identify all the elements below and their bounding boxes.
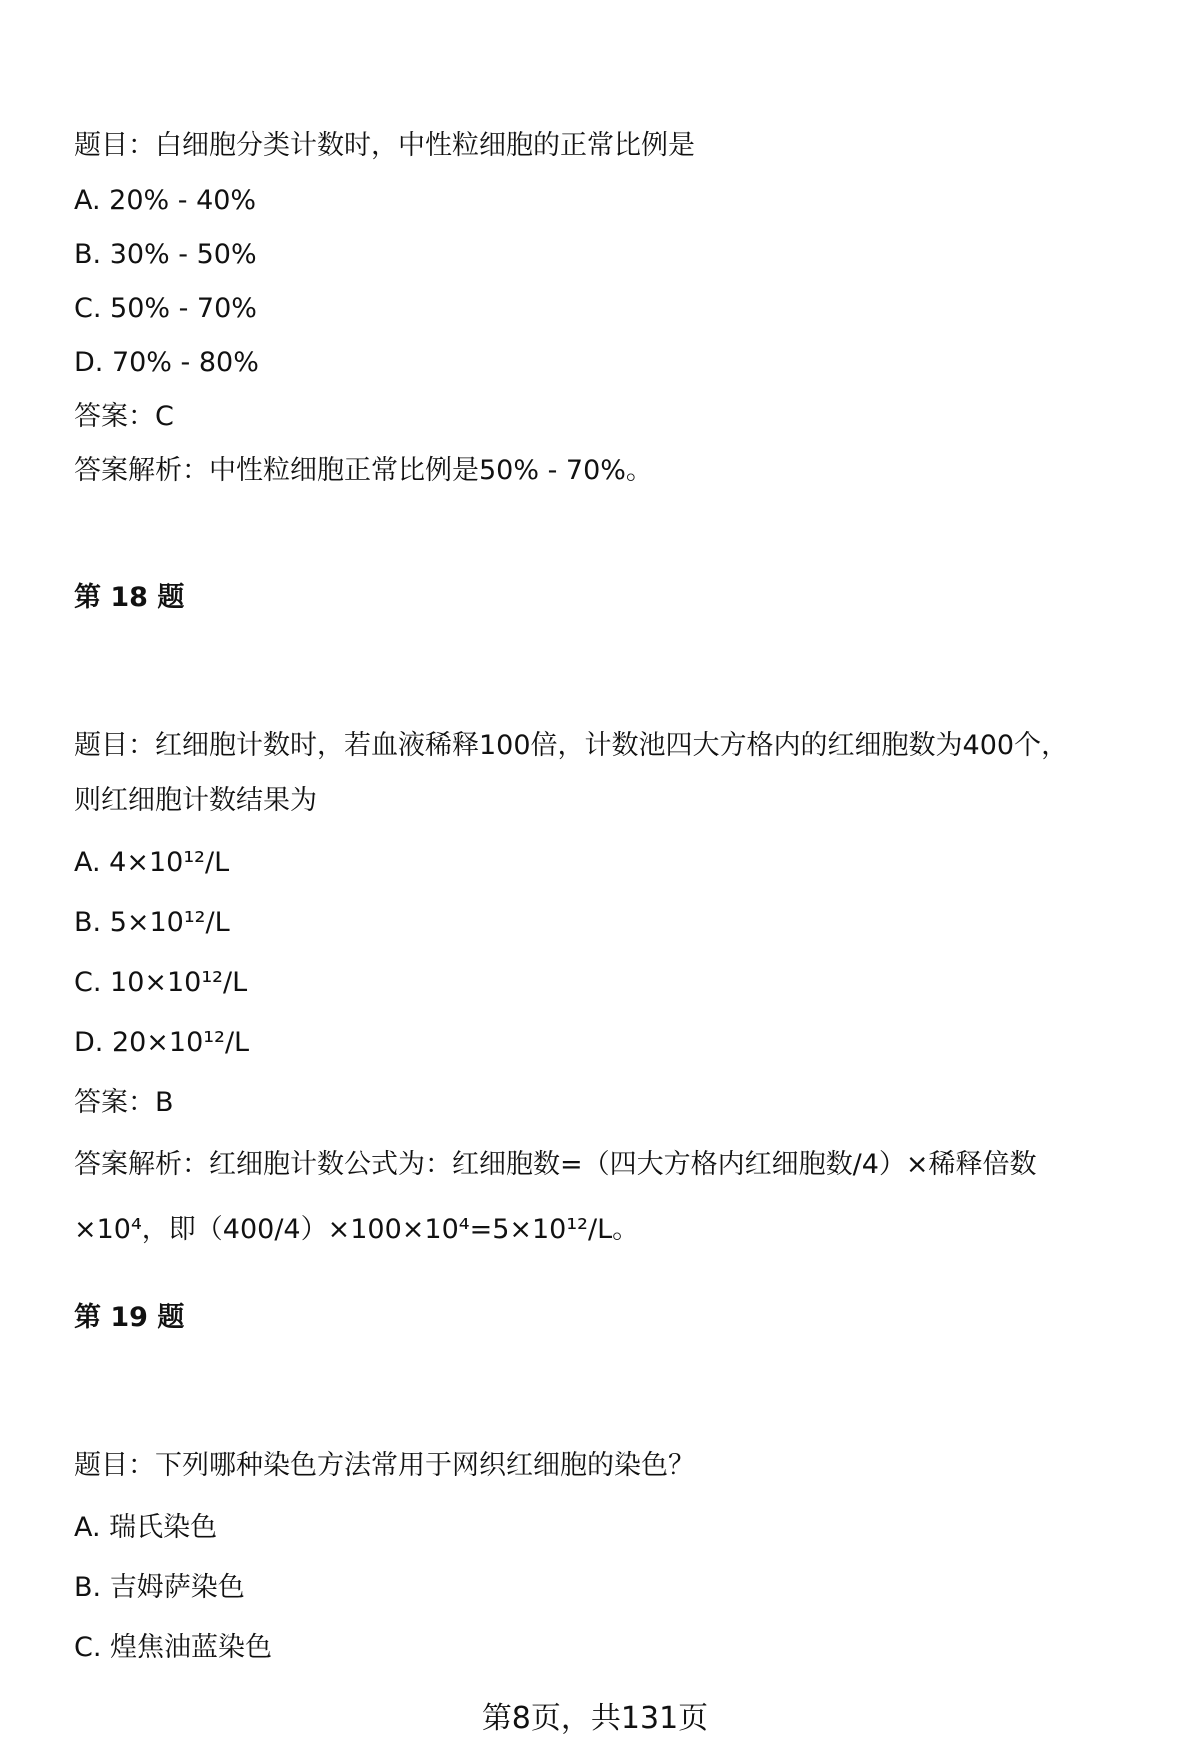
q18-stem-line1: 题目：红细胞计数时，若血液稀释100倍，计数池四大方格内的红细胞数为400个，	[74, 730, 1069, 761]
q17-option-c: C. 50% - 70%	[74, 293, 257, 324]
q17-option-b: B. 30% - 50%	[74, 239, 257, 270]
q18-option-b: B. 5×10¹²/L	[74, 907, 230, 938]
q19-stem: 题目：下列哪种染色方法常用于网织红细胞的染色？	[74, 1450, 695, 1481]
q19-heading: 第 19 题	[74, 1302, 185, 1333]
q17-option-a: A. 20% - 40%	[74, 185, 257, 216]
q17-option-d: D. 70% - 80%	[74, 347, 259, 378]
q18-explanation-line1: 答案解析：红细胞计数公式为：红细胞数=（四大方格内红细胞数/4）×稀释倍数	[74, 1149, 1037, 1180]
q18-stem-line2: 则红细胞计数结果为	[74, 785, 317, 816]
q18-explanation-line2: ×10⁴，即（400/4）×100×10⁴=5×10¹²/L。	[74, 1214, 640, 1245]
q19-option-c: C. 煌焦油蓝染色	[74, 1632, 273, 1663]
q18-option-d: D. 20×10¹²/L	[74, 1027, 250, 1058]
q17-stem: 题目：白细胞分类计数时，中性粒细胞的正常比例是	[74, 130, 695, 161]
q18-option-c: C. 10×10¹²/L	[74, 967, 248, 998]
q18-heading: 第 18 题	[74, 582, 185, 613]
q17-explanation: 答案解析：中性粒细胞正常比例是50% - 70%。	[74, 455, 653, 486]
q19-option-b: B. 吉姆萨染色	[74, 1572, 245, 1603]
q19-option-a: A. 瑞氏染色	[74, 1512, 218, 1543]
q18-option-a: A. 4×10¹²/L	[74, 847, 230, 878]
q17-answer: 答案：C	[74, 401, 174, 432]
page-indicator: 第8页，共131页	[481, 1701, 709, 1736]
q18-answer: 答案：B	[74, 1087, 174, 1118]
